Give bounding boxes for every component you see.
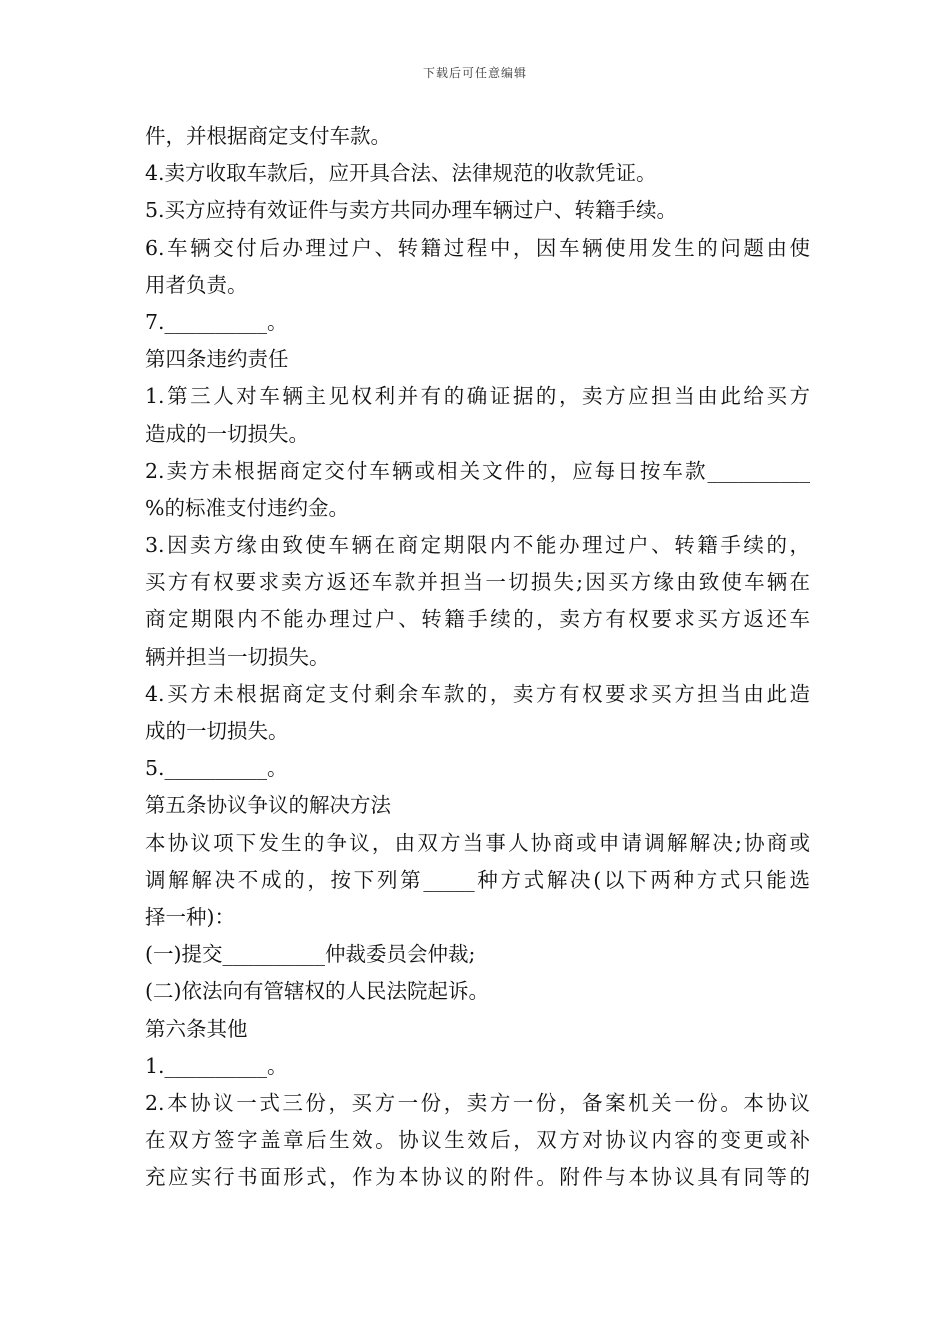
document-line: 4.卖方收取车款后，应开具合法、法律规范的收款凭证。 <box>145 161 657 186</box>
document-line: 充应实行书面形式，作为本协议的附件。附件与本协议具有同等的 <box>145 1165 810 1190</box>
document-line: 件，并根据商定支付车款。 <box>145 124 391 148</box>
document-line: 1.__________。 <box>145 1053 288 1078</box>
document-line: (二)依法向有管辖权的人民法院起诉。 <box>145 979 489 1004</box>
document-line: 调解解决不成的，按下列第_____种方式解决(以下两种方式只能选 <box>145 867 810 892</box>
document-line: %的标准支付违约金。 <box>145 495 349 520</box>
document-line: 第五条协议争议的解决方法 <box>145 793 391 818</box>
document-line: 2.卖方未根据商定交付车辆或相关文件的，应每日按车款__________ <box>145 458 810 483</box>
document-line: 造成的一切损失。 <box>145 421 309 446</box>
document-line: 商定期限内不能办理过户、转籍手续的，卖方有权要求买方返还车 <box>145 607 810 632</box>
document-line: 5.买方应持有效证件与卖方共同办理车辆过户、转籍手续。 <box>145 198 678 223</box>
document-line: (一)提交__________仲裁委员会仲裁; <box>145 942 476 967</box>
document-line: 本协议项下发生的争议，由双方当事人协商或申请调解解决;协商或 <box>145 830 810 855</box>
page-header-note: 下载后可任意编辑 <box>422 66 527 80</box>
document-line: 在双方签字盖章后生效。协议生效后，双方对协议内容的变更或补 <box>145 1128 810 1153</box>
document-body <box>145 118 810 1196</box>
document-line: 辆并担当一切损失。 <box>145 644 330 669</box>
document-line: 1.第三人对车辆主见权利并有的确证据的，卖方应担当由此给买方 <box>145 384 810 409</box>
document-line: 择一种)： <box>145 904 235 929</box>
document-line: 4.买方未根据商定支付剩余车款的，卖方有权要求买方担当由此造 <box>145 681 810 706</box>
document-line: 7.__________。 <box>145 309 288 334</box>
document-line: 成的一切损失。 <box>145 719 289 743</box>
document-line: 2.本协议一式三份，买方一份，卖方一份，备案机关一份。本协议 <box>145 1090 810 1115</box>
document-line: 第六条其他 <box>145 1016 248 1041</box>
document-line: 买方有权要求卖方返还车款并担当一切损失;因买方缘由致使车辆在 <box>145 570 810 595</box>
document-line: 第四条违约责任 <box>145 347 289 372</box>
document-line: 用者负责。 <box>145 272 248 297</box>
document-line: 3.因卖方缘由致使车辆在商定期限内不能办理过户、转籍手续的， <box>145 533 810 558</box>
document-line: 5.__________。 <box>145 756 288 781</box>
document-line: 6.车辆交付后办理过户、转籍过程中，因车辆使用发生的问题由使 <box>145 235 810 260</box>
